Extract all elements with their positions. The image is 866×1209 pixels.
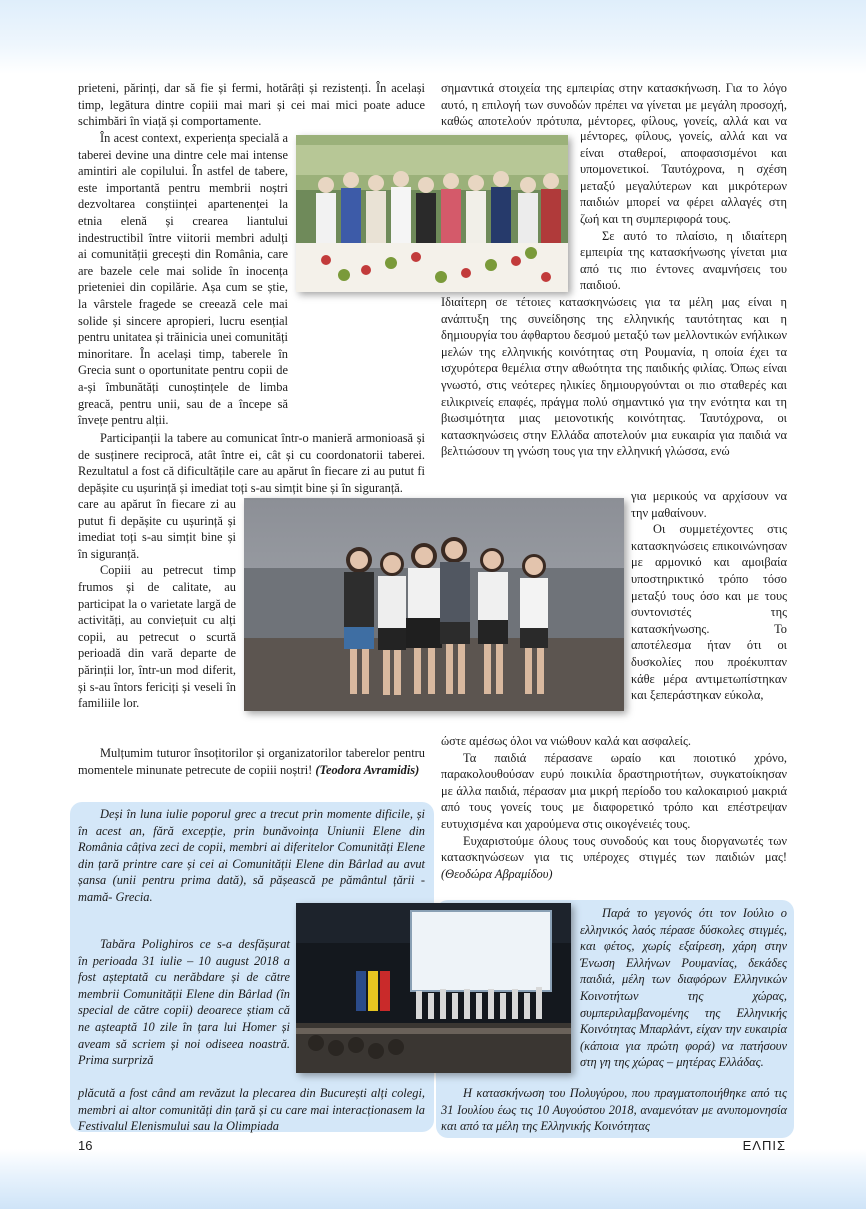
right-paragraph-1-top: σημαντικά στοιχεία της εμπειρίας στην κατασκήνωση. Για το λόγο αυτό, η επιλογή των συνοδών πρέπει να γίνεται με μεγάλη προσοχή, καθώς αποτελούν πρότυπα, μέντορες, φίλους, γονείς, αλλά και να — [441, 81, 787, 129]
left-box-paragraph-2-top: Tabăra Polighiros ce s-a desfășurat în perioada 31 iulie – 10 august 2018 a fost așteptată cu nerăbdare și de către membrii Comunității Elene din Bârlad (în special de către copii) deoarece știam că ne așteaptă 10 zile în țara lui Homer și aveam să scriem și noi odiseea noastră. Prima surpriză — [78, 937, 290, 1068]
magazine-name: ΕΛΠΙΣ — [742, 1138, 786, 1153]
left-paragraph-5: Mulțumim tuturor însoțitorilor și organizatorilor taberelor pentru momentele minunate petrecute de copiii noștri! (Teodora Avramidis) — [78, 746, 425, 777]
top-decorative-band — [0, 0, 866, 74]
photo-girls-beach — [244, 498, 624, 711]
photo-group-table — [296, 135, 568, 292]
right-paragraph-2-3: για μερικούς να αρχίσουν να την μαθαίνουν. Οι συμμετέχοντες στις κατασκηνώσεις επικοινώνησαν με αρμονικό και αμοιβαία υποστηρικτικό τρόπο τόσο μεταξύ τους όσο και με τους συντονιστές της κατασκήνωσης. Το αποτέλεσμα ήταν ότι οι δυσκολίες που προέκυπταν κάθε μέρα αντιμετωπίστηκαν και ξεπεράστηκαν εύκολα, — [631, 489, 787, 703]
photo-night-stage — [296, 903, 571, 1073]
left-box-paragraph-2-bottom: plăcută a fost când am revăzut la plecarea din București alți colegi, membri ai altor comunități din țară și cu care mai interacționasem la Festivalul Elenismului sau la Olimpiada — [78, 1086, 425, 1134]
right-paragraph-3-4-5: ώστε αμέσως όλοι να νιώθουν καλά και ασφαλείς. Τα παιδιά πέρασανε ωραίο και ποιοτικό χρόνο, παρακολουθούσαν ευρύ ποικιλία δραστηριοτήτων, συγκατοίκησαν με άλλα παιδιά, πέρασαν μια μικρή περίοδο του καλοκαιριού μακριά από τους γονείς τους με διαφορετικό τρόπο και επέστρεψαν ευτυχισμένα και χαρούμενα στις οικογένειές τους. Ευχαριστούμε όλους τους συνοδούς και τους διοργανωτές των κατασκηνώσεων για τις υπέροχες στιγμές των παιδιών μας! (Θεοδώρα Αβραμίδου) — [441, 734, 787, 881]
right-box-paragraph-1: Παρά το γεγονός ότι τον Ιούλιο ο ελληνικός λαός πέρασε δύσκολες στιγμές, και φέτος, χωρίς εξαίρεση, χάρη στην Ένωση Ελλήνων Ρουμανίας, δεκάδες παιδιά, μέλη των διαφόρων Ελληνικών Κοινοτήτων της χώρας, συμπεριλαμβανομένης της Ελληνικής Κοινότητας Μπαρλάντ, είχαν την ευκαιρία (κάποια για πρώτη φορά) να πατήσουν στη γη της χώρας – μητέρας Ελλάδας. — [580, 906, 787, 1070]
page-number: 16 — [78, 1138, 93, 1153]
left-box-paragraph-1: Deși în luna iulie poporul grec a trecut prin momente dificile, și în acest an, fără excepție, prin bunăvoința Uniunii Elene din România câțiva zeci de copii, membri ai diferitelor Comunități Elene din țară printre care și cei ai Comunității Elene din Bârlad au avut șansa (unii pentru prima dată), să pășească pe pământul țării - mamă- Grecia. — [78, 807, 425, 904]
right-author: (Θεοδώρα Αβραμίδου) — [441, 866, 553, 881]
right-box-paragraph-2: Η κατασκήνωση του Πολυγύρου, που πραγματοποιήθηκε από τις 31 Ιουλίου έως τις 10 Αυγούστου 2018, αναμενόταν με ανυπομονησία και από τα μέλη της Ελληνικής Κοινότητας — [441, 1086, 787, 1134]
right-paragraph-2: Ιδιαίτερη σε τέτοιες κατασκηνώσεις για τα μέλη μας είναι η ανάπτυξη της συνείδησης της ελληνικής ταυτότητας και η δημιουργία του άφθαρτου δεσμού μεταξύ των μελλοντικών ενήλικων μελών της ελληνικής κοινότητας στη Ρουμανία, η οποία έχει τα ισχυρότερα θεμέλια στην αθωότητα της παιδικής φιλίας. Όπως είναι γνωστό, στις νεότερες ηλικίες δημιουργούνται οι πιο σταθερές και ειλικρινείς επαφές, πράγμα πολύ σημαντικό για την ενότητα και τη βιωσιμότητα μιας μειονοτικής κοινότητας. Ταυτόχρονα, οι κατασκηνώσεις στην Ελλάδα αποτελούν μια ευκαιρία για παιδιά να βελτιώσουν τη γνώση τους για την ελληνική γλώσσα, ενώ — [441, 295, 787, 459]
right-paragraph-1-2: μέντορες, φίλους, γονείς, αλλά και να είναι σταθεροί, αποφασισμένοι και υπομονετικοί. Ταυτόχρονα, η σχέση μεταξύ μεγαλύτερων και μικρότερων παιδιών μπορεί να φέρει αλλαγές στη ζωή και τη συμπεριφορά τους. Σε αυτό το πλαίσιο, η ιδιαίτερη εμπειρία της κατασκήνωσης γίνεται μια από τις πιο έντονες αναμνήσεις του παιδιού. — [580, 129, 787, 293]
bottom-decorative-band — [0, 1149, 866, 1209]
left-paragraph-2: În acest context, experiența specială a taberei devine una dintre cele mai intense amintiri ale copilului. În astfel de tabere, este importantă pentru membrii noștri dezvoltarea conștiinței apartenenței la etnia elenă și crearea liantului indestructibil între viitorii membri adulți ai comunității grecești din România, care are bazele cele mai solide în inocența prieteniei din copilărie. Așa cum se știe, la vârstele fragede se creează cele mai solide și sincere apropieri, lucru esențial pentru unitatea și trăinicia unei comunități minoritare. În același timp, taberele în Grecia sunt o oportunitate pentru copii de a-și îmbunătăți cunoștințele de limba greacă, pentru unii, sau de a începe să învețe pentru alții. — [78, 131, 288, 428]
left-paragraph-3-4: care au apărut în fiecare zi au putut fi depășite cu ușurință și imediat toți s-au simțit bine și în siguranță. Copiii au petrecut timp frumos și de calitate, au participat la o varietate largă de activități, au conviețuit cu alți copii, au petrecut o scurtă perioadă din vară departe de părinții lor, într-un mod diferit, și s-au întors fericiți și veseli în familiile lor. — [78, 497, 236, 711]
left-author: (Teodora Avramidis) — [315, 762, 420, 777]
left-paragraph-3-top: Participanții la tabere au comunicat într-o manieră armonioasă și de susținere reciprocă, atât între ei, cât și cu coordonatorii taberei. Rezultatul a fost că dificultățile care au apărut în fiecare zi au putut fi depășite cu ușurință și imediat toți s-au simțit bine și în siguranță. — [78, 431, 425, 495]
left-paragraph-1: prieteni, părinți, dar să fie și fermi, hotărâți și rezistenți. În același timp, legătura dintre copiii mai mari și cei mai mici poate aduce schimbări în viață și comportamente. — [78, 81, 425, 129]
